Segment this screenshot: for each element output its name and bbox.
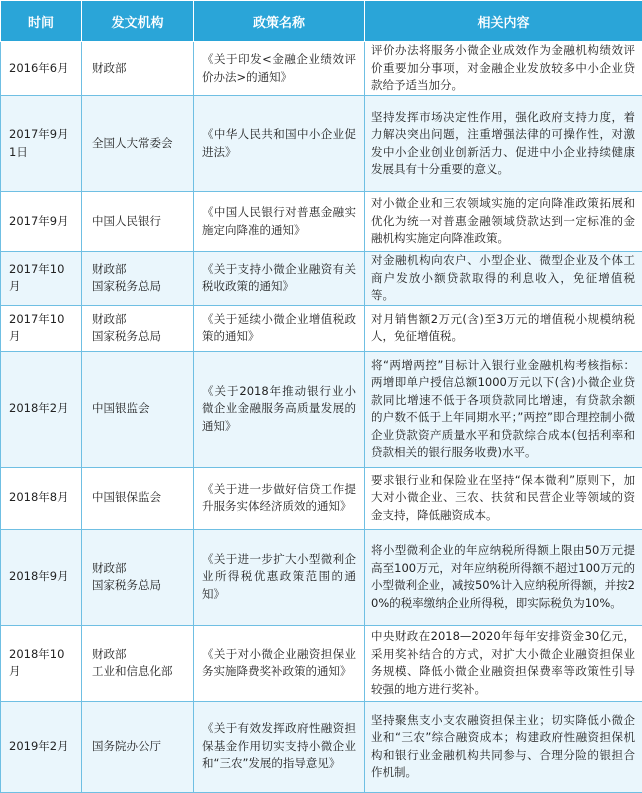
cell-policy: 《关于进一步做好信贷工作提升服务实体经济质效的通知》 <box>194 467 365 529</box>
cell-content: 对小微企业和三农领域实施的定向降准政策拓展和优化为统一对普惠金融领域贷款达到一定标准的金融机构实施定向降准政策。 <box>365 192 642 252</box>
cell-time: 2017年10月 <box>1 305 82 351</box>
cell-issuer: 国务院办公厅 <box>82 701 194 792</box>
cell-issuer: 全国人大常委会 <box>82 96 194 192</box>
cell-time: 2019年2月 <box>1 701 82 792</box>
header-time: 时间 <box>1 1 82 42</box>
table-row <box>1 351 642 467</box>
cell-issuer: 财政部 国家税务总局 <box>82 529 194 625</box>
table-row <box>1 529 642 625</box>
table-header-row <box>1 1 642 42</box>
cell-content: 将小型微利企业的年应纳税所得额上限由50万元提高至100万元，对年应纳税所得额不超过100万元的小型微利企业，减按50%计入应纳税所得额，并按20%的税率缴纳企业所得税，即实际税负为10%。 <box>365 529 642 625</box>
cell-content: 坚持发挥市场决定性作用，强化政府支持力度，着力解决突出问题，注重增强法律的可操作性，对激发中小企业创业创新活力、促进中小企业持续健康发展具有十分重要的意义。 <box>365 96 642 192</box>
cell-time: 2018年9月 <box>1 529 82 625</box>
cell-policy: 《中华人民共和国中小企业促进法》 <box>194 96 365 192</box>
cell-issuer: 财政部 国家税务总局 <box>82 305 194 351</box>
cell-policy: 《关于对小微企业融资担保业务实施降费奖补政策的通知》 <box>194 625 365 701</box>
cell-time: 2017年10月 <box>1 252 82 306</box>
cell-issuer: 中国银监会 <box>82 351 194 467</box>
table-row <box>1 305 642 351</box>
cell-policy: 《关于支持小微企业融资有关税收政策的通知》 <box>194 252 365 306</box>
cell-issuer: 财政部 <box>82 42 194 96</box>
cell-policy: 《关于2018年推动银行业小微企业金融服务高质量发展的通知》 <box>194 351 365 467</box>
cell-policy: 《关于有效发挥政府性融资担保基金作用切实支持小微企业和“三农”发展的指导意见》 <box>194 701 365 792</box>
table-row <box>1 467 642 529</box>
table-row <box>1 42 642 96</box>
header-policy: 政策名称 <box>194 1 365 42</box>
cell-content: 对月销售额2万元(含)至3万元的增值税小规模纳税人，免征增值税。 <box>365 305 642 351</box>
cell-content: 将“两增两控”目标计入银行业金融机构考核指标：两增即单户授信总额1000万元以下(含)小微企业贷款同比增速不低于各项贷款同比增速，有贷款余额的户数不低于上年同期水平；”两控”即合理控制小微企业贷款资产质量水平和贷款综合成本(包括利率和贷款相关的银行服务收费)水平。 <box>365 351 642 467</box>
cell-policy: 《中国人民银行对普惠金融实施定向降准的通知》 <box>194 192 365 252</box>
cell-issuer: 中国人民银行 <box>82 192 194 252</box>
cell-policy: 《关于印发<金融企业绩效评价办法>的通知》 <box>194 42 365 96</box>
cell-policy: 《关于延续小微企业增值税政策的通知》 <box>194 305 365 351</box>
table-row <box>1 192 642 252</box>
cell-time: 2016年6月 <box>1 42 82 96</box>
cell-time: 2017年9月1日 <box>1 96 82 192</box>
table-row <box>1 252 642 306</box>
cell-content: 坚持聚焦支小支农融资担保主业；切实降低小微企业和“三农”综合融资成本；构建政府性融资担保机构和银行业金融机构共同参与、合理分险的银担合作机制。 <box>365 701 642 792</box>
cell-content: 评价办法将服务小微企业成效作为金融机构绩效评价重要加分事项，对金融企业发放较多中小企业贷款给予适当加分。 <box>365 42 642 96</box>
cell-time: 2018年10月 <box>1 625 82 701</box>
cell-time: 2018年8月 <box>1 467 82 529</box>
header-content: 相关内容 <box>365 1 642 42</box>
table-row <box>1 701 642 792</box>
header-issuer: 发文机构 <box>82 1 194 42</box>
cell-issuer: 财政部 工业和信息化部 <box>82 625 194 701</box>
cell-policy: 《关于进一步扩大小型微利企业所得税优惠政策范围的通知》 <box>194 529 365 625</box>
cell-issuer: 财政部 国家税务总局 <box>82 252 194 306</box>
table-row <box>1 96 642 192</box>
cell-content: 要求银行业和保险业在坚持“保本微利”原则下，加大对小微企业、三农、扶贫和民营企业等领域的资金支持，降低融资成本。 <box>365 467 642 529</box>
cell-time: 2017年9月 <box>1 192 82 252</box>
cell-content: 中央财政在2018—2020年每年安排资金30亿元，采用奖补结合的方式，对扩大小微企业融资担保业务规模、降低小微企业融资担保费率等政策性引导较强的地方进行奖补。 <box>365 625 642 701</box>
cell-issuer: 中国银保监会 <box>82 467 194 529</box>
cell-time: 2018年2月 <box>1 351 82 467</box>
table-row <box>1 625 642 701</box>
cell-content: 对金融机构向农户、小型企业、微型企业及个体工商户发放小额贷款取得的利息收入，免征增值税等。 <box>365 252 642 306</box>
